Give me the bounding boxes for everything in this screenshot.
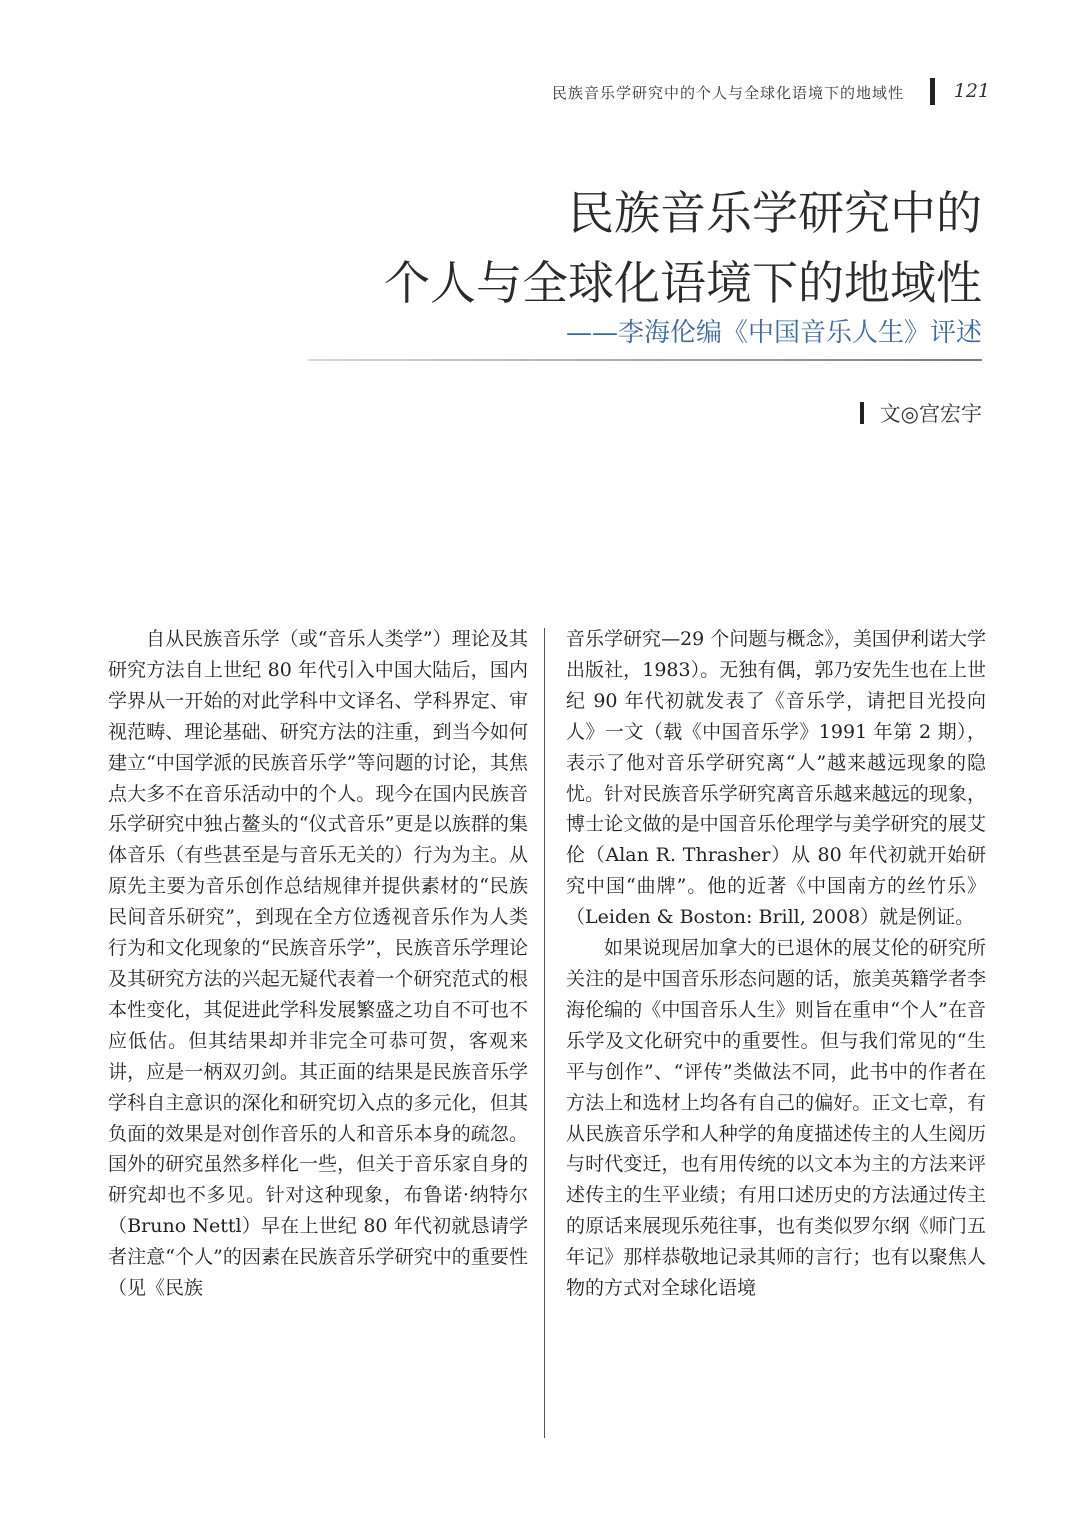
header-divider-bar xyxy=(930,78,935,105)
title-rule xyxy=(308,359,982,361)
article-title xyxy=(384,178,982,318)
title-line-1: 民族音乐学研究中的 xyxy=(568,186,982,240)
column-divider xyxy=(544,628,545,1438)
body-paragraph: 自从民族音乐学（或“音乐人类学”）理论及其研究方法自上世纪 80 年代引入中国大陆后，国内学界从一开始的对此学科中文译名、学科界定、审视范畴、理论基础、研究方法的注重，到当今如何建立“中国学派的民族音乐学”等问题的讨论，其焦点大多不在音乐活动中的个人。现今在国内民族音乐学研究中独占鳌头的“仪式音乐”更是以族群的集体音乐（有些甚至是与音乐无关的）行为为主。从原先主要为音乐创作总结规律并提供素材的“民族民间音乐研究”，到现在全方位透视音乐作为人类行为和文化现象的“民族音乐学”，民族音乐学理论及其研究方法的兴起无疑代表着一个研究范式的根本性变化，其促进此学科发展繁盛之功自不可也不应低估。但其结果却并非完全可恭可贺，客观来讲，应是一柄双刃剑。其正面的结果是民族音乐学学科自主意识的深化和研究切入点的多元化，但其负面的效果是对创作音乐的人和音乐本身的疏忽。国外的研究虽然多样化一些，但关于音乐家自身的研究却也不多见。针对这种现象，布鲁诺·纳特尔（Bruno Nettl）早在上世纪 80 年代初就恳请学者注意“个人”的因素在民族音乐学研究中的重要性（见《民族 xyxy=(108,628,528,1300)
body-paragraph: 如果说现居加拿大的已退休的展艾伦的研究所关注的是中国音乐形态问题的话，旅美英籍学者李海伦编的《中国音乐人生》则旨在重申“个人”在音乐学及文化研究中的重要性。但与我们常见的“生平与创作”、“评传”类做法不同，此书中的作者在方法上和选材上均各有自己的偏好。正文七章，有从民族音乐学和人种学的角度描述传主的人生阅历与时代变迁，也有用传统的以文本为主的方法来评述传主的生平业绩；有用口述历史的方法通过传主的原话来展现乐苑往事，也有类似罗尔纲《师门五年记》那样恭敬地记录其师的言行；也有以聚焦人物的方式对全球化语境 xyxy=(566,937,986,1300)
running-title: 民族音乐学研究中的个人与全球化语境下的地域性 xyxy=(551,84,904,102)
author-marker-bar xyxy=(860,402,864,424)
author-name: 文◎宫宏宇 xyxy=(879,402,982,426)
article-subtitle: ——李海伦编《中国音乐人生》评述 xyxy=(565,318,982,348)
author-byline xyxy=(860,398,982,428)
body-paragraph-continued: 音乐学研究—29 个问题与概念》，美国伊利诺大学出版社，1983）。无独有偶，郭乃安先生也在上世纪 90 年代初就发表了《音乐学，请把目光投向人》一文（载《中国音乐学》1991 年第 2 期），表示了他对音乐学研究离“人”越来越远现象的隐忧。针对民族音乐学研究离音乐越来越远的现象，博士论文做的是中国音乐伦理学与美学研究的展艾伦（Alan R. Thrasher）从 80 年代初就开始研究中国“曲牌”。他的近著《中国南方的丝竹乐》（Leiden & Boston: Brill, 2008）就是例证。 xyxy=(566,628,986,929)
title-line-2: 个人与全球化语境下的地域性 xyxy=(384,256,982,310)
left-column xyxy=(108,624,528,1304)
running-header xyxy=(0,78,990,110)
page-number: 121 xyxy=(953,80,990,102)
right-column xyxy=(566,624,986,1304)
